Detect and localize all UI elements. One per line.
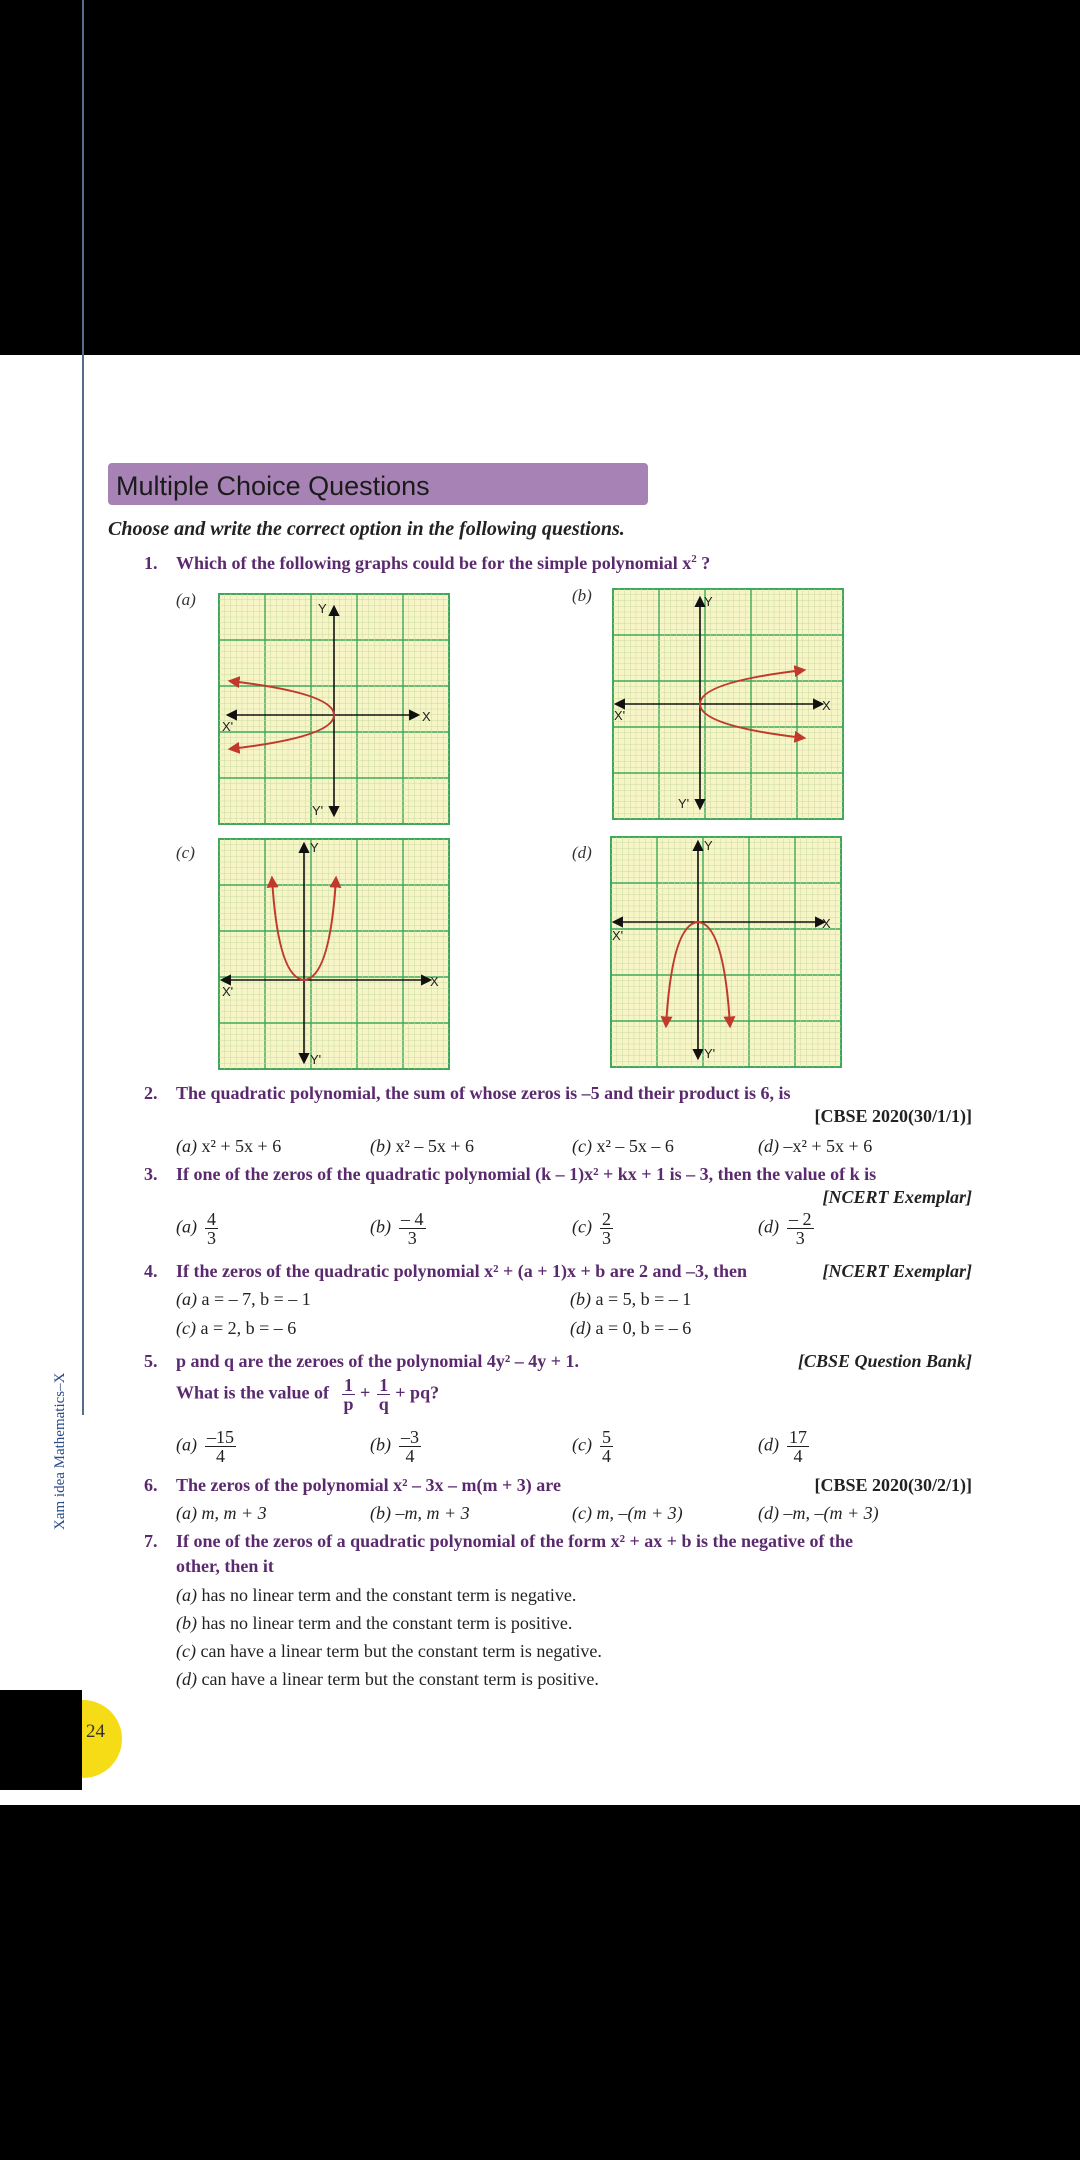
section-header: Multiple Choice Questions — [108, 463, 648, 505]
q5-option-d: (d) $\frac{17}{4}$ — [758, 1427, 807, 1466]
graph-b — [612, 588, 844, 820]
q5-line2: What is the value of $\frac{1}{p}$ + $\frac{1}{q}$ + pq? — [176, 1375, 440, 1414]
axis-label-x: X — [822, 916, 831, 931]
q7-option-a: (a) has no linear term and the constant term is negative. — [176, 1585, 577, 1605]
q7-line2: other, then it — [176, 1556, 274, 1576]
graph-d-label: (d) — [572, 843, 592, 862]
graph-c-label: (c) — [176, 843, 195, 862]
q1-text: Which of the following graphs could be for the simple polynomial $x^2$ ? — [176, 553, 711, 573]
q5-option-b: (b) $\frac{-3}{4}$ — [370, 1427, 419, 1466]
q2-text: The quadratic polynomial, the sum of whose zeros is –5 and their product is 6, is — [176, 1083, 791, 1103]
graph-d — [610, 836, 842, 1068]
q2-option-c: (c) x² – 5x – 6 — [572, 1136, 674, 1156]
axis-label-x: X — [822, 698, 831, 713]
axis-label-x: X — [422, 709, 431, 724]
q2-option-d: (d) –x² + 5x + 6 — [758, 1136, 873, 1156]
q1-number: 1. — [144, 553, 158, 573]
q2-number: 2. — [144, 1083, 158, 1103]
q3-number: 3. — [144, 1164, 158, 1184]
axis-label-y: Y — [318, 601, 327, 616]
graph-a-label: (a) — [176, 590, 196, 609]
q6-option-d: (d) –m, –(m + 3) — [758, 1503, 879, 1523]
q6-text: The zeros of the polynomial x² – 3x – m(m + 3) are — [176, 1475, 561, 1495]
axis-label-x-neg: X' — [612, 928, 624, 943]
q3-option-a: (a) $\frac{4}{3}$ — [176, 1209, 216, 1248]
q2-source: [CBSE 2020(30/1/1)] — [814, 1106, 972, 1126]
q5-option-c: (c) $\frac{5}{4}$ — [572, 1427, 611, 1466]
q7-option-b: (b) has no linear term and the constant term is positive. — [176, 1613, 573, 1633]
axis-label-y-neg: Y' — [312, 803, 324, 818]
q4-number: 4. — [144, 1261, 158, 1281]
axis-label-x-neg: X' — [222, 984, 234, 999]
q4-option-a: (a) a = – 7, b = – 1 — [176, 1289, 311, 1309]
graph-b-label: (b) — [572, 586, 592, 605]
page-number: 24 — [86, 1721, 105, 1742]
margin-line — [82, 0, 84, 1415]
q4-text: If the zeros of the quadratic polynomial x² + (a + 1)x + b are 2 and –3, then — [176, 1261, 747, 1281]
axis-label-y: Y — [704, 594, 713, 609]
axis-label-y-neg: Y' — [704, 1046, 716, 1061]
q3-text: If one of the zeros of the quadratic polynomial (k – 1)x² + kx + 1 is – 3, then the value of k is — [176, 1164, 877, 1184]
graph-c — [218, 838, 450, 1070]
axis-label-y: Y — [310, 840, 319, 855]
q4-source: [NCERT Exemplar] — [822, 1261, 972, 1281]
q7-number: 7. — [144, 1531, 158, 1551]
q6-number: 6. — [144, 1475, 158, 1495]
q7-option-d: (d) can have a linear term but the constant term is positive. — [176, 1669, 599, 1689]
q6-option-c: (c) m, –(m + 3) — [572, 1503, 683, 1523]
q5-text: p and q are the zeroes of the polynomial 4y² – 4y + 1. — [176, 1351, 579, 1371]
axis-label-y-neg: Y' — [310, 1052, 322, 1067]
axis-label-x-neg: X' — [614, 708, 626, 723]
q2-option-a: (a) x² + 5x + 6 — [176, 1136, 282, 1156]
q6-option-a: (a) m, m + 3 — [176, 1503, 267, 1523]
graph-a — [218, 593, 450, 825]
q7-option-c: (c) can have a linear term but the constant term is negative. — [176, 1641, 602, 1661]
side-title: Xam idea Mathematics–X — [52, 1372, 68, 1530]
q4-option-b: (b) a = 5, b = – 1 — [570, 1289, 692, 1309]
q2-option-b: (b) x² – 5x + 6 — [370, 1136, 475, 1156]
q5-number: 5. — [144, 1351, 158, 1371]
axis-label-x: X — [430, 974, 439, 989]
instructions: Choose and write the correct option in the following questions. — [108, 518, 625, 540]
q5-source: [CBSE Question Bank] — [797, 1351, 972, 1371]
q5-option-a: (a) $\frac{-15}{4}$ — [176, 1427, 234, 1466]
axis-label-y-neg: Y' — [678, 796, 690, 811]
axis-label-y: Y — [704, 838, 713, 853]
page-edge — [0, 1690, 82, 1790]
q3-option-d: (d) $\frac{- 2}{3}$ — [758, 1209, 812, 1248]
q3-option-c: (c) $\frac{2}{3}$ — [572, 1209, 611, 1248]
axis-label-x-neg: X' — [222, 719, 234, 734]
q3-option-b: (b) $\frac{- 4}{3}$ — [370, 1209, 424, 1248]
q6-option-b: (b) –m, m + 3 — [370, 1503, 470, 1523]
q3-source: [NCERT Exemplar] — [822, 1187, 972, 1207]
q7-text: If one of the zeros of a quadratic polynomial of the form x² + ax + b is the negative of the — [176, 1531, 854, 1551]
q6-source: [CBSE 2020(30/2/1)] — [814, 1475, 972, 1495]
q4-option-c: (c) a = 2, b = – 6 — [176, 1318, 297, 1338]
q4-option-d: (d) a = 0, b = – 6 — [570, 1318, 692, 1338]
